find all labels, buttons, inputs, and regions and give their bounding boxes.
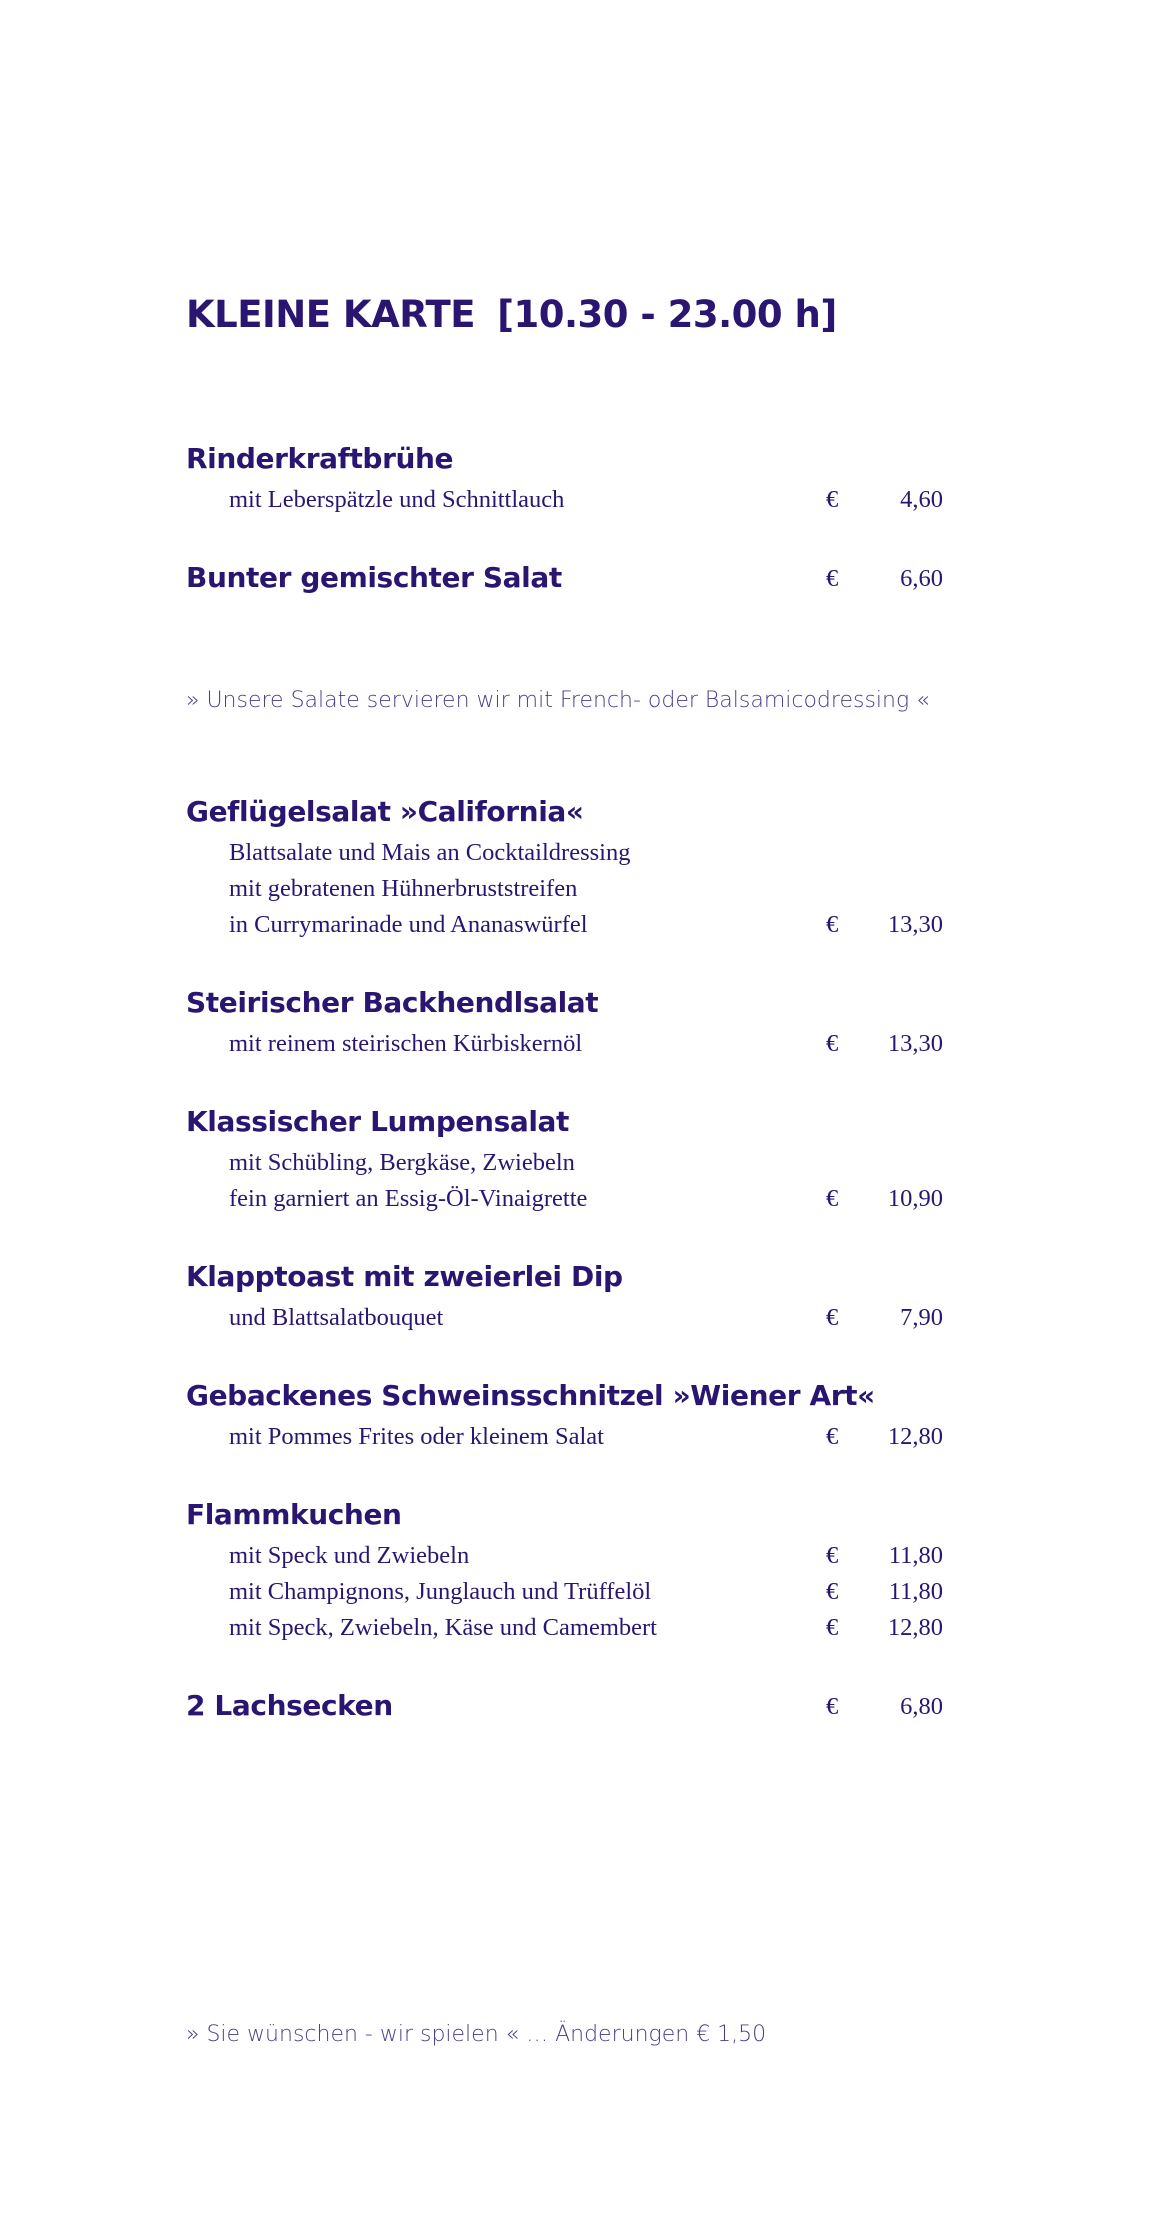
- currency-symbol: €: [826, 1542, 839, 1569]
- title-text: KLEINE KARTE: [186, 293, 476, 336]
- currency-symbol: €: [826, 911, 839, 938]
- currency-symbol: €: [826, 1304, 839, 1331]
- currency-symbol: €: [826, 1030, 839, 1057]
- menu-item-price: 6,80: [900, 1693, 943, 1720]
- menu-item-description: mit Pommes Frites oder kleinem Salat: [229, 1423, 604, 1450]
- menu-item-price: 4,60: [900, 486, 943, 513]
- menu-item-description: mit Champignons, Junglauch und Trüffelöl: [229, 1578, 652, 1605]
- opening-hours: [10.30 - 23.00 h]: [497, 293, 837, 336]
- currency-symbol: €: [826, 1423, 839, 1450]
- menu-item-price: 10,90: [887, 1185, 943, 1212]
- menu-item-name: Gebackenes Schweinsschnitzel »Wiener Art«: [186, 1379, 875, 1412]
- modification-fee-note: » Sie wünschen - wir spielen « … Änderungen € 1,50: [186, 2022, 767, 2047]
- page-title: [186, 293, 837, 336]
- menu-item-name: Geflügelsalat »California«: [186, 795, 584, 828]
- menu-item-description: in Currymarinade und Ananaswürfel: [229, 911, 588, 938]
- menu-item-price: 13,30: [887, 911, 943, 938]
- menu-item-name: Bunter gemischter Salat: [186, 561, 562, 594]
- menu-item-description: Blattsalate und Mais an Cocktaildressing: [229, 839, 631, 866]
- menu-item-price: 7,90: [900, 1304, 943, 1331]
- menu-item-description: mit Leberspätzle und Schnittlauch: [229, 486, 565, 513]
- menu-item-description: mit reinem steirischen Kürbiskernöl: [229, 1030, 583, 1057]
- currency-symbol: €: [826, 1614, 839, 1641]
- menu-item-price: 12,80: [887, 1423, 943, 1450]
- menu-item-name: Rinderkraftbrühe: [186, 442, 454, 475]
- currency-symbol: €: [826, 1578, 839, 1605]
- menu-item-description: mit Schübling, Bergkäse, Zwiebeln: [229, 1149, 575, 1176]
- menu-item-name: Flammkuchen: [186, 1498, 402, 1531]
- currency-symbol: €: [826, 486, 839, 513]
- menu-item-price: 6,60: [900, 565, 943, 592]
- menu-item-price: 11,80: [888, 1578, 943, 1605]
- menu-item-description: mit gebratenen Hühnerbruststreifen: [229, 875, 578, 902]
- menu-item-description: fein garniert an Essig-Öl-Vinaigrette: [229, 1185, 588, 1212]
- menu-item-name: Steirischer Backhendlsalat: [186, 986, 599, 1019]
- menu-item-name: Klapptoast mit zweierlei Dip: [186, 1260, 623, 1293]
- currency-symbol: €: [826, 565, 839, 592]
- menu-item-price: 12,80: [887, 1614, 943, 1641]
- menu-item-description: mit Speck und Zwiebeln: [229, 1542, 470, 1569]
- menu-item-name: Klassischer Lumpensalat: [186, 1105, 570, 1138]
- menu-item-description: mit Speck, Zwiebeln, Käse und Camembert: [229, 1614, 657, 1641]
- salad-dressing-note: » Unsere Salate servieren wir mit French- oder Balsamicodressing «: [186, 688, 930, 713]
- menu-item-price: 11,80: [888, 1542, 943, 1569]
- currency-symbol: €: [826, 1185, 839, 1212]
- menu-item-price: 13,30: [887, 1030, 943, 1057]
- menu-item-name: 2 Lachsecken: [186, 1689, 393, 1722]
- menu-item-description: und Blattsalatbouquet: [229, 1304, 444, 1331]
- currency-symbol: €: [826, 1693, 839, 1720]
